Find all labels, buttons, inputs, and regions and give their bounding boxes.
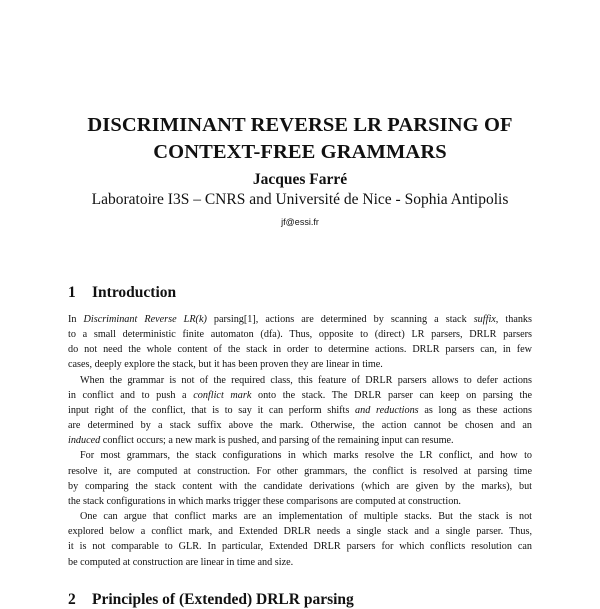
author-affiliation: Laboratoire I3S – CNRS and Université de Nice - Sophia Antipolis	[91, 191, 509, 208]
paragraph-line: the stack configurations in which marks trigger these comparisons are computed at construction.	[68, 495, 461, 507]
paragraph-line: One can argue that conflict marks are an implementation of multiple stacks. But the stack is not	[80, 511, 532, 523]
paragraph-line: For most grammars, the stack configurations in which marks resolve the LR conflict, and how to	[80, 450, 532, 462]
paragraph-line: by comparing the stack content with the candidate derivations (which are given by the marks), but	[68, 480, 532, 492]
section-heading-principles	[68, 591, 354, 609]
title-line-1: DISCRIMINANT REVERSE LR PARSING OF	[87, 114, 513, 136]
author-email: jf@essi.fr	[281, 217, 319, 227]
paper-title	[0, 112, 600, 166]
paragraph-line: it is not comparable to GLR. In particular, Extended DRLR parsers for which conflicts resolution can	[68, 541, 532, 553]
section-number: 2	[68, 591, 76, 608]
section-heading-introduction	[68, 284, 176, 302]
paragraph-line: resolve it, are computed at construction. For other grammars, the conflict is resolved at parsing time	[68, 465, 532, 477]
paragraph-line: be computed at construction are linear in time and size.	[68, 556, 294, 568]
introduction-body	[68, 312, 532, 570]
paragraph-line: cases, deeply explore the stack, but it has been proven they are linear in time.	[68, 359, 383, 371]
paragraph-line: explored below a conflict mark, and Extended DRLR needs a single stack and a single parser. Thus,	[68, 526, 532, 538]
paragraph-line: When the grammar is not of the required class, this feature of DRLR parsers allows to defer actions	[80, 374, 532, 386]
section-number: 1	[68, 284, 76, 301]
title-line-2: CONTEXT-FREE GRAMMARS	[153, 141, 447, 163]
paragraph-line: to a small deterministic finite automaton (dfa). Thus, opposite to (direct) LR parsers, DRLR parsers	[68, 329, 532, 341]
section-title: Principles of (Extended) DRLR parsing	[92, 591, 354, 608]
paragraph-line: do not need the whole content of the stack in order to determine actions. DRLR parsers can, in few	[68, 344, 532, 356]
paragraph-line: are determined by a stack suffix above the mark. Otherwise, the action cannot be chosen and an	[68, 420, 532, 432]
section-title: Introduction	[92, 284, 177, 301]
paragraph-line: in conflict and to push a conflict mark onto the stack. The DRLR parser can keep on parsing the	[68, 389, 532, 401]
paragraph-line: induced conflict occurs; a new mark is pushed, and parsing of the remaining input can resume.	[68, 435, 454, 447]
paragraph-line: input right of the conflict, that is to say it can perform shifts and reductions as long as these actions	[68, 404, 532, 416]
author-name: Jacques Farré	[252, 171, 348, 188]
paragraph-line: In Discriminant Reverse LR(k) parsing[1], actions are determined by scanning a stack suffix, thanks	[68, 314, 532, 325]
